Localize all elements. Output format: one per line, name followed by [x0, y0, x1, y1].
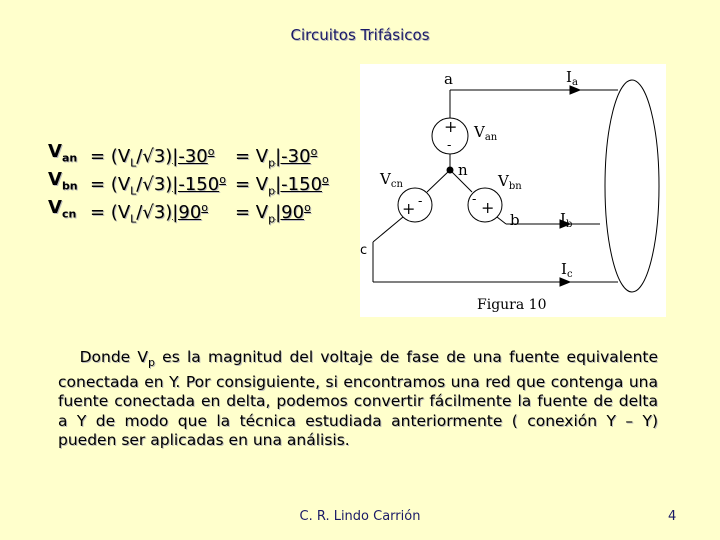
- node-a-label: a: [444, 70, 453, 88]
- vbn-label: $V_{bn}$: [498, 172, 522, 192]
- equation-middle: = $(V_L/√3)|-30^o$: [90, 145, 215, 170]
- vcn-label: $V_{cn}$: [380, 170, 403, 190]
- wire-bn-b: [497, 217, 506, 224]
- equation-rhs: = $V_p|-30^o$: [235, 145, 318, 170]
- page-number: 4: [668, 509, 677, 524]
- equation-middle: = $(V_L/√3)|90^o$: [90, 201, 208, 226]
- vcn-plus: +: [402, 199, 416, 218]
- slide-title: Circuitos Trifásicos: [290, 26, 430, 44]
- van-label: $V_{an}$: [474, 123, 498, 143]
- current-ia-label: $I_a$: [566, 68, 578, 88]
- van-plus: +: [444, 117, 458, 136]
- load-ellipse: [605, 80, 659, 292]
- equation-lhs: $V_{cn}$: [48, 197, 77, 221]
- wire-n-cn: [427, 170, 450, 192]
- vbn-plus: +: [481, 198, 495, 217]
- explanation-paragraph: Donde $V_p$ es la magnitud del voltaje de fase de una fuente equivalente conectada en Y. Por consiguiente, si encontramos una red que contenga una fuente conectada en delta, podemos convertir fácilmente la fuente de delta a Y de modo que la técnica estudiada anteriormente ( conexión Y – Y) pueden ser aplicadas en una análisis.: [58, 348, 659, 450]
- wire-cn-c: [373, 217, 403, 242]
- equation-lhs: $V_{an}$: [48, 141, 78, 165]
- circuit-diagram: [360, 64, 666, 317]
- node-b-label: b: [510, 211, 520, 229]
- circuit-figure: [360, 64, 666, 317]
- current-ib-label: $I_b$: [560, 210, 573, 230]
- current-ic-label: $I_c$: [561, 260, 573, 280]
- equation-rhs: = $V_p|-150^o$: [235, 173, 329, 198]
- node-c-label: c: [360, 243, 368, 258]
- vcn-minus: -: [418, 194, 423, 209]
- equation-middle: = $(V_L/√3)|-150^o$: [90, 173, 226, 198]
- van-minus: -: [447, 138, 452, 153]
- footer-author: C. R. Lindo Carrión: [299, 509, 421, 524]
- equation-rhs: = $V_p|90^o$: [235, 201, 311, 226]
- equation-lhs: $V_{bn}$: [48, 169, 78, 193]
- figure-caption: Figura 10: [477, 297, 547, 313]
- vbn-minus: -: [472, 192, 477, 207]
- node-n-label: n: [458, 161, 468, 179]
